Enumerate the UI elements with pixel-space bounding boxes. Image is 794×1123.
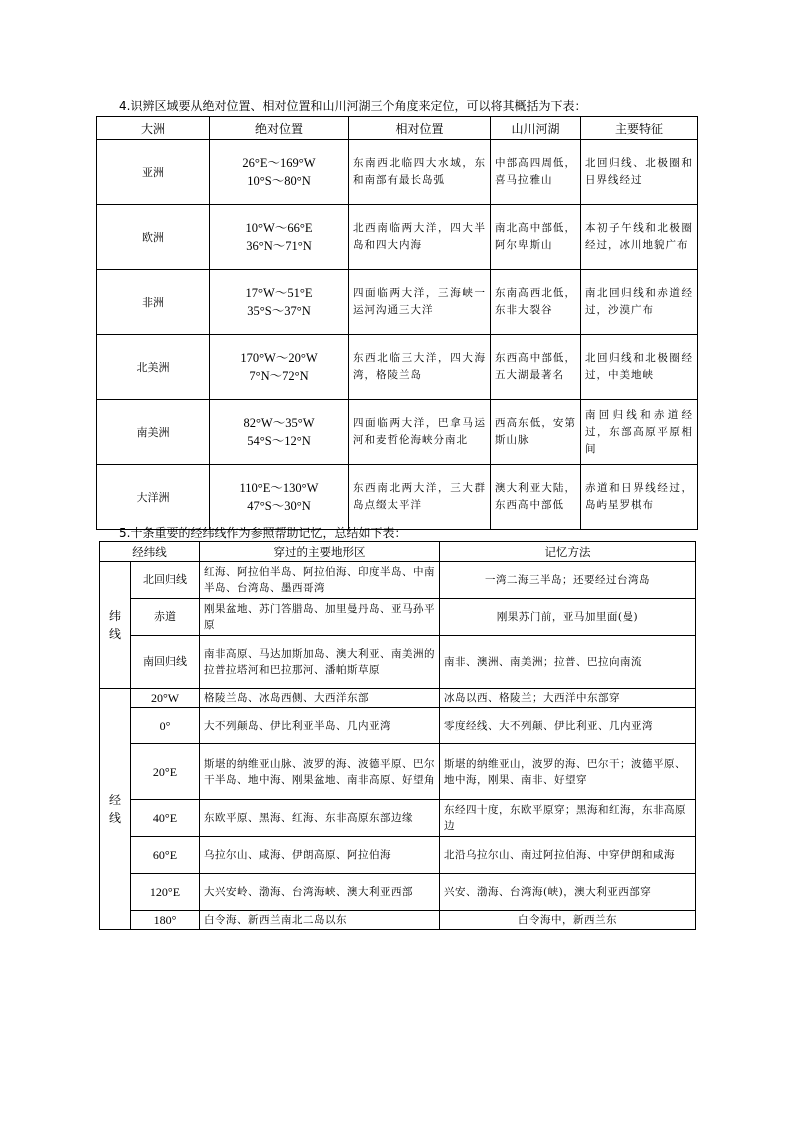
- longitude-range: 17°W～51°E: [245, 286, 313, 300]
- table-row: [100, 599, 696, 636]
- line-name: 120°E: [131, 874, 200, 911]
- absolute-position: [210, 465, 349, 530]
- header-memory-method: 记忆方法: [440, 542, 696, 562]
- latitude-range: 47°S～30°N: [247, 499, 311, 513]
- section-4-heading: 4.识辨区域要从绝对位置、相对位置和山川河湖三个角度来定位，可以将其概括为下表：: [119, 99, 587, 113]
- regions: 大不列颠岛、伊比利亚半岛、几内亚湾: [200, 708, 440, 744]
- regions: 格陵兰岛、冰岛西侧、大西洋东部: [200, 689, 440, 708]
- main-features: 南回归线和赤道经过，东部高原平原相间: [581, 400, 698, 465]
- table-row: [97, 140, 698, 205]
- table-row: [100, 636, 696, 689]
- memory-method: 斯堪的纳维亚山，波罗的海、巴尔干；波德平原、地中海，刚果、南非、好望穿: [440, 744, 696, 800]
- longitude-range: 82°W～35°W: [243, 416, 315, 430]
- continent-name: 南美洲: [97, 400, 210, 465]
- line-name: 40°E: [131, 800, 200, 837]
- main-features: 赤道和日界线经过，岛屿星罗棋布: [581, 465, 698, 530]
- terrain: 东南高西北低，东非大裂谷: [491, 270, 581, 335]
- table-row: [100, 800, 696, 837]
- header-line: 经纬线: [100, 542, 200, 562]
- longitude-range: 26°E～169°W: [242, 156, 316, 170]
- main-features: 北回归线、北极圈和日界线经过: [581, 140, 698, 205]
- line-name: 赤道: [131, 599, 200, 636]
- memory-method: 白令海中，新西兰东: [440, 911, 696, 930]
- terrain: 南北高中部低，阿尔卑斯山: [491, 205, 581, 270]
- latitude-range: 54°S～12°N: [247, 434, 311, 448]
- continent-name: 亚洲: [97, 140, 210, 205]
- main-features: 北回归线和北极圈经过，中美地峡: [581, 335, 698, 400]
- line-name: 20°E: [131, 744, 200, 800]
- continent-name: 大洋洲: [97, 465, 210, 530]
- latitude-range: 36°N～71°N: [246, 239, 312, 253]
- regions: 白令海、新西兰南北二岛以东: [200, 911, 440, 930]
- latitude-longitude-table: [99, 541, 696, 930]
- regions: 南非高原、马达加斯加岛、澳大利亚、南美洲的拉普拉塔河和巴拉那河、潘帕斯草原: [200, 636, 440, 689]
- continent-location-table: [96, 116, 698, 530]
- line-name: 0°: [131, 708, 200, 744]
- header-continent: 大洲: [97, 117, 210, 140]
- table-row: [97, 465, 698, 530]
- latitude-range: 7°N～72°N: [249, 369, 309, 383]
- line-name: 180°: [131, 911, 200, 930]
- latitude-range: 35°S～37°N: [247, 304, 311, 318]
- memory-method: 零度经线、大不列颠、伊比利亚、几内亚湾: [440, 708, 696, 744]
- regions: 红海、阿拉伯半岛、阿拉伯海、印度半岛、中南半岛、台湾岛、墨西哥湾: [200, 562, 440, 599]
- relative-position: 东南西北临四大水域，东和南部有最长岛弧: [349, 140, 491, 205]
- table-row: [97, 335, 698, 400]
- table-header-row: [100, 542, 696, 562]
- table-row: [100, 837, 696, 874]
- header-relative-position: 相对位置: [349, 117, 491, 140]
- line-name: 20°W: [131, 689, 200, 708]
- memory-method: 刚果苏门前，亚马加里面(曼): [440, 599, 696, 636]
- regions: 刚果盆地、苏门答腊岛、加里曼丹岛、亚马孙平原: [200, 599, 440, 636]
- relative-position: 东西北临三大洋，四大海湾，格陵兰岛: [349, 335, 491, 400]
- section-5-heading: 5.十条重要的经纬线作为参照帮助记忆，总结如下表：: [119, 526, 407, 540]
- table-row: [100, 911, 696, 930]
- table-row: [100, 744, 696, 800]
- continent-name: 欧洲: [97, 205, 210, 270]
- header-features: 主要特征: [581, 117, 698, 140]
- main-features: 本初子午线和北极圈经过，冰川地貌广布: [581, 205, 698, 270]
- memory-method: 冰岛以西、格陵兰；大西洋中东部穿: [440, 689, 696, 708]
- line-name: 南回归线: [131, 636, 200, 689]
- terrain: 东西高中部低，五大湖最著名: [491, 335, 581, 400]
- longitude-range: 110°E～130°W: [239, 481, 319, 495]
- line-name: 北回归线: [131, 562, 200, 599]
- relative-position: 四面临两大洋，三海峡一运河沟通三大洋: [349, 270, 491, 335]
- regions: 东欧平原、黑海、红海、东非高原东部边缘: [200, 800, 440, 837]
- table-row: [100, 708, 696, 744]
- absolute-position: [210, 335, 349, 400]
- header-absolute-position: 绝对位置: [210, 117, 349, 140]
- memory-method: 南非、澳洲、南美洲；拉普、巴拉向南流: [440, 636, 696, 689]
- relative-position: 四面临两大洋，巴拿马运河和麦哲伦海峡分南北: [349, 400, 491, 465]
- memory-method: 兴安、渤海、台湾海(峡)，澳大利亚西部穿: [440, 874, 696, 911]
- longitude-range: 170°W～20°W: [240, 351, 318, 365]
- continent-name: 北美洲: [97, 335, 210, 400]
- latitude-group-label: 纬线: [100, 562, 131, 689]
- main-features: 南北回归线和赤道经过，沙漠广布: [581, 270, 698, 335]
- latitude-range: 10°S～80°N: [247, 174, 311, 188]
- table-header-row: [97, 117, 698, 140]
- line-name: 60°E: [131, 837, 200, 874]
- longitude-range: 10°W～66°E: [245, 221, 313, 235]
- terrain: 澳大利亚大陆，东西高中部低: [491, 465, 581, 530]
- longitude-group-label: 经线: [100, 689, 131, 930]
- table-row: [100, 689, 696, 708]
- table-row: [100, 874, 696, 911]
- terrain: 中部高四周低，喜马拉雅山: [491, 140, 581, 205]
- absolute-position: [210, 140, 349, 205]
- absolute-position: [210, 400, 349, 465]
- table-row: [97, 400, 698, 465]
- header-terrain: 山川河湖: [491, 117, 581, 140]
- terrain: 西高东低，安第斯山脉: [491, 400, 581, 465]
- absolute-position: [210, 205, 349, 270]
- table-row: [97, 270, 698, 335]
- regions: 斯堪的纳维亚山脉、波罗的海、波德平原、巴尔干半岛、地中海、刚果盆地、南非高原、好望角: [200, 744, 440, 800]
- relative-position: 东西南北两大洋，三大群岛点缀太平洋: [349, 465, 491, 530]
- memory-method: 一湾二海三半岛；还要经过台湾岛: [440, 562, 696, 599]
- header-regions: 穿过的主要地形区: [200, 542, 440, 562]
- table-row: [100, 562, 696, 599]
- absolute-position: [210, 270, 349, 335]
- table-row: [97, 205, 698, 270]
- relative-position: 北西南临两大洋，四大半岛和四大内海: [349, 205, 491, 270]
- memory-method: 北沿乌拉尔山、南过阿拉伯海、中穿伊朗和咸海: [440, 837, 696, 874]
- regions: 乌拉尔山、咸海、伊朗高原、阿拉伯海: [200, 837, 440, 874]
- continent-name: 非洲: [97, 270, 210, 335]
- memory-method: 东经四十度，东欧平原穿；黑海和红海，东非高原边: [440, 800, 696, 837]
- regions: 大兴安岭、渤海、台湾海峡、澳大利亚西部: [200, 874, 440, 911]
